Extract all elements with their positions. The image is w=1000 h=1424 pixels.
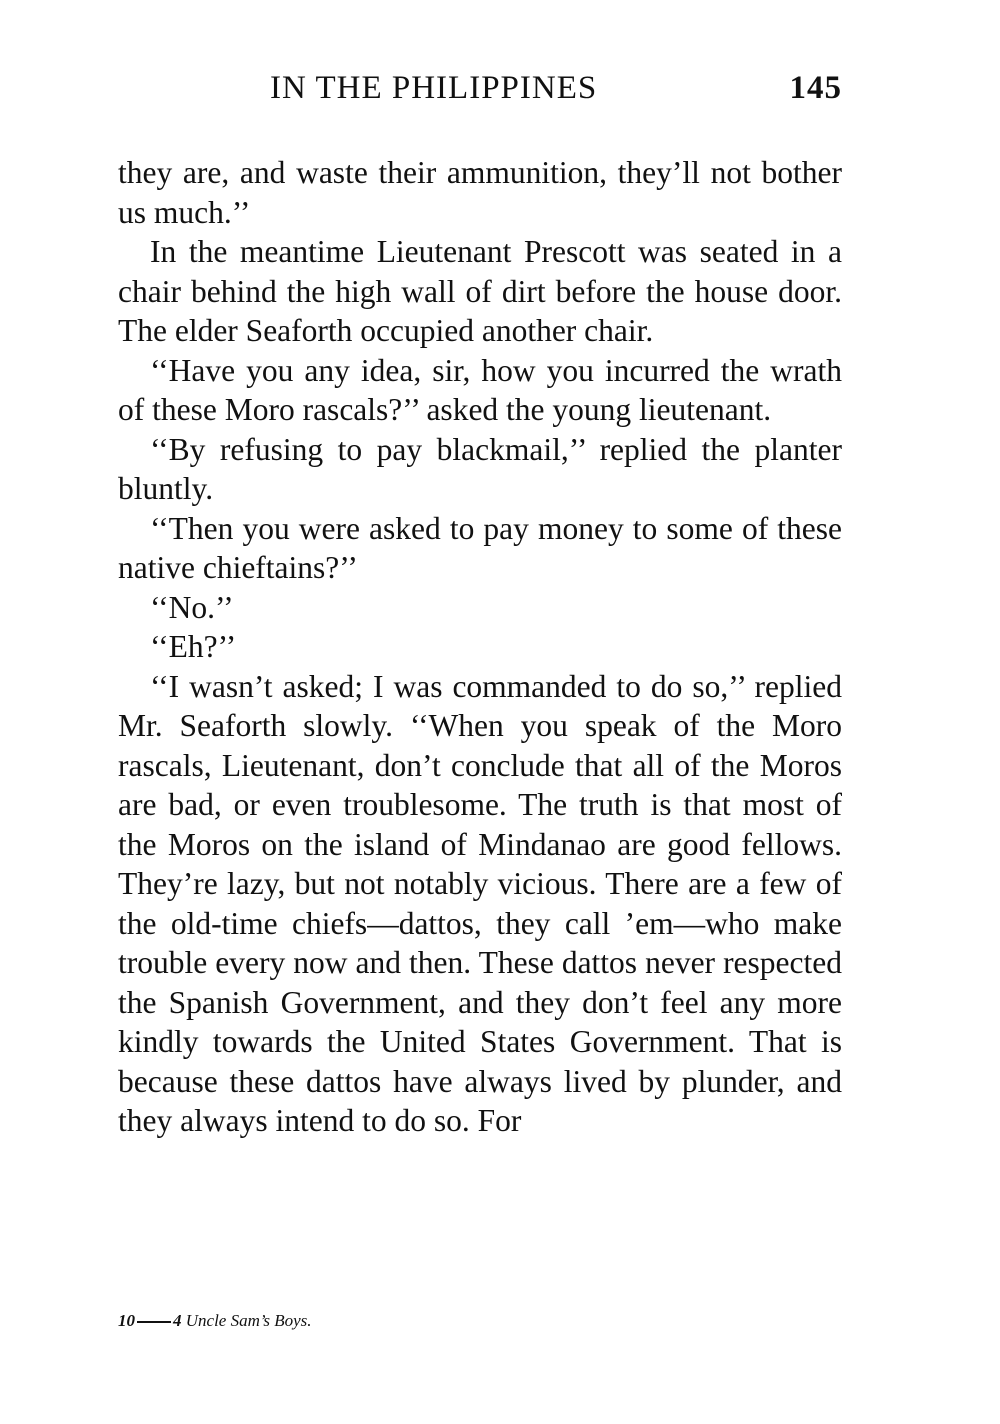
running-title: IN THE PHILIPPINES [270,70,598,106]
signature-sub-number: 4 [173,1311,182,1330]
paragraph-continued: they are, and waste their ammunition, they’ll not bother us much.’’ [118,155,842,230]
body-text [118,153,842,1141]
signature-dash [137,1321,171,1323]
running-head [118,70,842,114]
signature-sheet-number: 10 [118,1311,135,1330]
signature-book-title: Uncle Sam’s Boys. [185,1311,312,1330]
paragraph: ‘‘Have you any idea, sir, how you incurred the wrath of these Moro rascals?’’ asked the young lieutenant. [118,352,842,427]
paragraph: In the meantime Lieutenant Prescott was seated in a chair behind the high wall of dirt before the house door. The elder Seaforth occupied another chair. [118,234,842,348]
paragraph: ‘‘No.’’ [150,589,234,625]
page-number: 145 [789,70,842,106]
printer-signature [118,1311,312,1331]
paragraph: ‘‘I wasn’t asked; I was commanded to do so,’’ replied Mr. Seaforth slowly. ‘‘When you speak of the Moro rascals, Lieutenant, don’t conclude that all of the Moros are bad, or even troublesome. The truth is that most of the Moros on the island of Mindanao are good fellows. They’re lazy, but not notably vicious. There are a few of the old-time chiefs—dattos, they call ’em—who make trouble every now and then. These dattos never respected the Spanish Government, and they don’t feel any more kindly towards the United States Government. That is because these dattos have always lived by plunder, and they always intend to do so. For [118,668,842,1138]
paragraph: ‘‘By refusing to pay blackmail,’’ replied the planter bluntly. [118,431,842,506]
paragraph: ‘‘Eh?’’ [150,629,237,664]
paragraph: ‘‘Then you were asked to pay money to some of these native chieftains?’’ [118,510,842,585]
